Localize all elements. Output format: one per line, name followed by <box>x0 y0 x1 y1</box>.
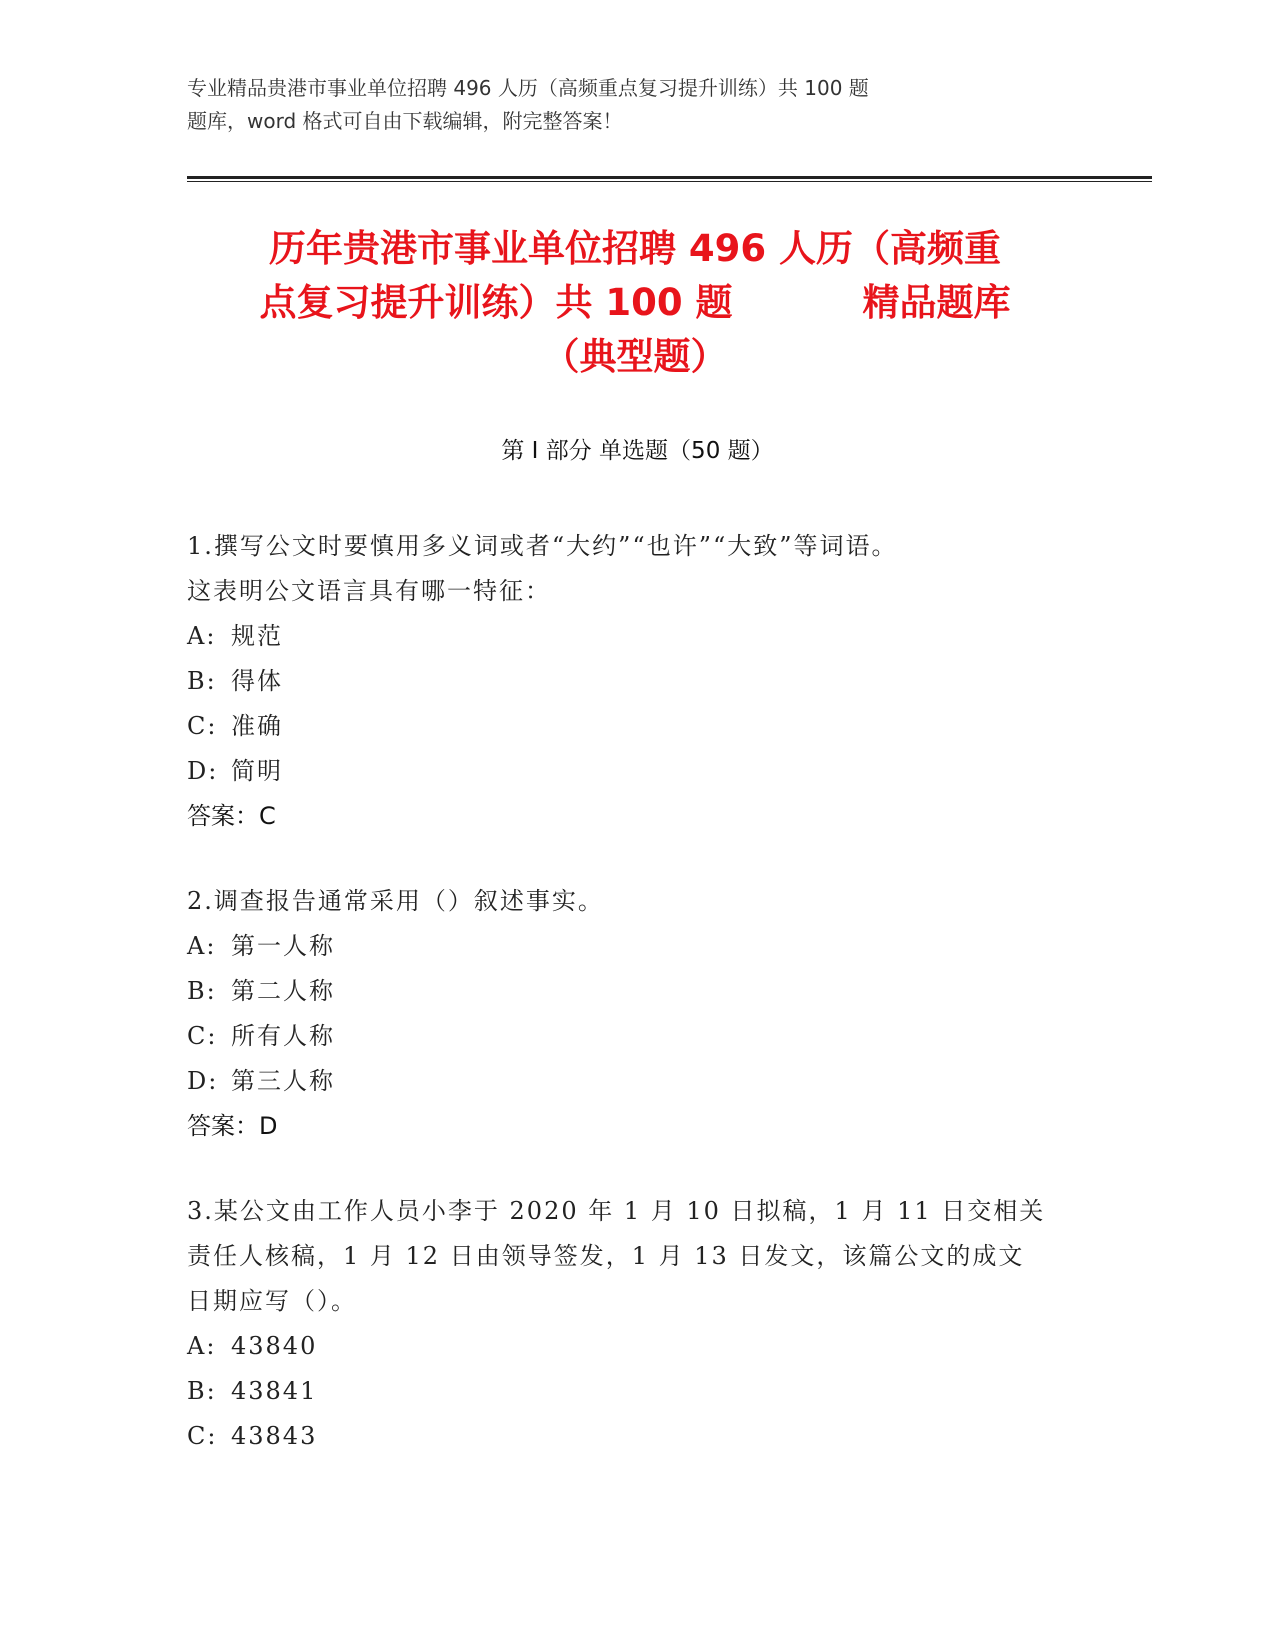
option-key: A: <box>187 932 217 960</box>
question-stem <box>187 524 1087 614</box>
option-text: 所有人称 <box>231 1022 335 1050</box>
option-text: 43840 <box>231 1332 318 1360</box>
question-stem-line: 责任人核稿，1 月 12 日由领导签发，1 月 13 日发文，该篇公文的成文 <box>187 1242 1025 1270</box>
option-key: A: <box>187 622 217 650</box>
document-title <box>190 222 1080 384</box>
question-option <box>187 924 1087 969</box>
option-text: 第二人称 <box>231 977 335 1005</box>
question-stem-line: 3.某公文由工作人员小李于 2020 年 1 月 10 日拟稿，1 月 11 日交相关 <box>187 1197 1046 1225</box>
option-text: 规范 <box>231 622 283 650</box>
option-key: D: <box>187 1067 219 1095</box>
option-key: C: <box>187 1022 218 1050</box>
question-option <box>187 969 1087 1014</box>
option-text: 第一人称 <box>231 932 335 960</box>
option-text: 43843 <box>231 1422 318 1450</box>
question-option <box>187 1014 1087 1059</box>
question-option <box>187 1414 1087 1459</box>
question-option <box>187 659 1087 704</box>
title-line-part: 精品题库 <box>862 281 1011 324</box>
option-key: B: <box>187 667 217 695</box>
question-option <box>187 1324 1087 1369</box>
option-key: B: <box>187 1377 217 1405</box>
question-item <box>187 1189 1087 1459</box>
question-answer: 答案：D <box>187 1112 278 1140</box>
header-divider-thick <box>187 176 1152 179</box>
question-option <box>187 1059 1087 1104</box>
option-key: C: <box>187 1422 218 1450</box>
question-stem <box>187 879 1087 924</box>
question-stem-line: 1.撰写公文时要慎用多义词或者“大约”“也许”“大致”等词语。 <box>187 532 898 560</box>
question-stem-line: 这表明公文语言具有哪一特征： <box>187 577 551 605</box>
question-stem-line: 2.调查报告通常采用（）叙述事实。 <box>187 887 604 915</box>
question-item <box>187 879 1087 1149</box>
question-stem <box>187 1189 1087 1324</box>
header-note-line: 专业精品贵港市事业单位招聘 496 人历（高频重点复习提升训练）共 100 题 <box>187 76 869 100</box>
title-line: （典型题） <box>542 335 728 378</box>
question-option <box>187 614 1087 659</box>
question-stem-line: 日期应写（）。 <box>187 1287 357 1315</box>
option-key: D: <box>187 757 219 785</box>
title-line <box>190 276 1080 330</box>
question-list <box>187 524 1087 1499</box>
option-text: 得体 <box>231 667 283 695</box>
option-key: B: <box>187 977 217 1005</box>
option-key: C: <box>187 712 218 740</box>
option-text: 第三人称 <box>231 1067 335 1095</box>
question-option <box>187 749 1087 794</box>
header-note-line: 题库，word 格式可自由下载编辑，附完整答案！ <box>187 109 623 133</box>
title-line-part: 点复习提升训练）共 100 题 <box>259 281 733 324</box>
question-option <box>187 704 1087 749</box>
section-heading: 第 I 部分 单选题（50 题） <box>501 438 774 464</box>
question-answer: 答案：C <box>187 802 276 830</box>
option-text: 准确 <box>231 712 283 740</box>
question-option <box>187 1369 1087 1414</box>
option-text: 43841 <box>231 1377 318 1405</box>
header-note <box>187 72 1027 138</box>
option-key: A: <box>187 1332 217 1360</box>
question-item <box>187 524 1087 839</box>
option-text: 简明 <box>231 757 283 785</box>
header-divider-thin <box>187 181 1152 182</box>
title-line: 历年贵港市事业单位招聘 496 人历（高频重 <box>269 227 1001 270</box>
